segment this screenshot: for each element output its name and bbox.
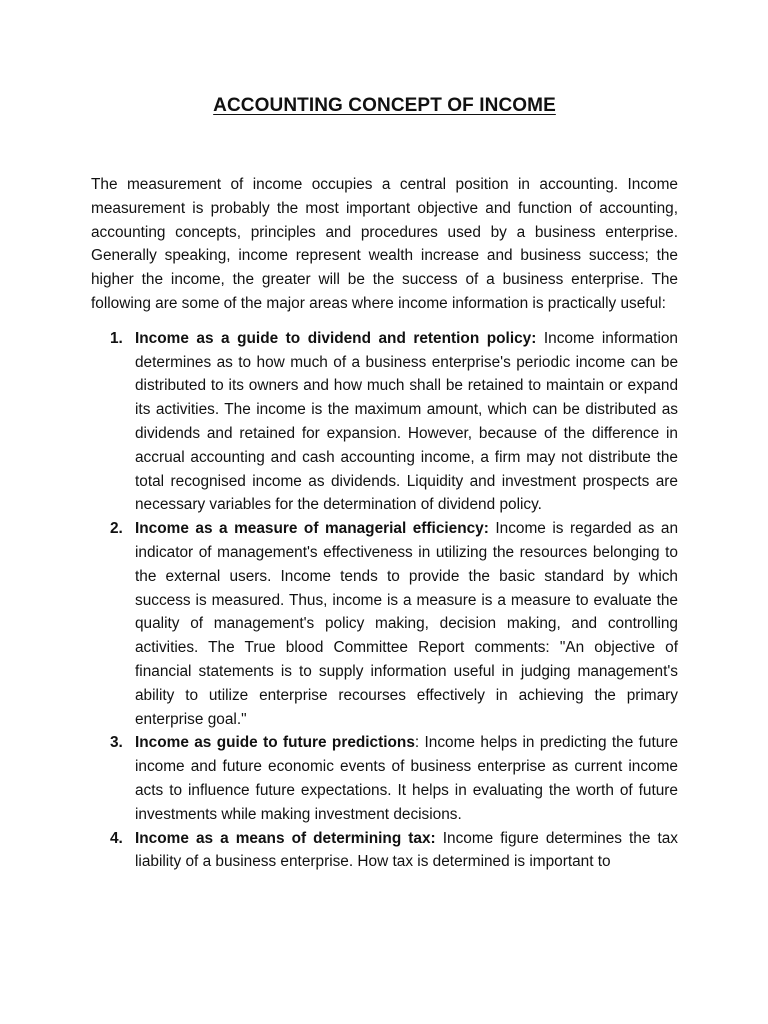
document-page [91, 0, 678, 874]
list-item-body: Income is regarded as an indicator of management's effectiveness in utilizing the resources belonging to the external users. Income tends to provide the basic standard by which success is measured. Thus, income is a measure is a measure to evaluate the quality of management's policy making, decision making, and controlling activities. The True blood Committee Report comments: "An objective of financial statements is to supply information useful in judging management's ability to utilize enterprise recourses effectively in achieving the primary enterprise goal." [135, 520, 679, 728]
list-item-body: : Income helps in predicting the future income and future economic events of business enterprise as current income acts to influence future expectations. It helps in evaluating the worth of future investments while making investment decisions. [135, 734, 679, 823]
income-uses-list [91, 327, 678, 874]
list-item-number: 1. [110, 329, 123, 347]
document-title: ACCOUNTING CONCEPT OF INCOME [213, 95, 556, 116]
list-item-heading: Income as guide to future predictions [135, 734, 415, 752]
list-item-heading: Income as a guide to dividend and retention policy: [135, 329, 537, 347]
list-item-number: 4. [110, 829, 123, 847]
list-item-body: Income information determines as to how much of a business enterprise's periodic income can be distributed to its owners and how much shall be retained to maintain or expand its activities. The income is the maximum amount, which can be distributed as dividends and retained for expansion. However, because of the difference in accrual accounting and cash accounting income, a firm may not distribute the total recognised income as dividends. Liquidity and investment prospects are necessary variables for the determination of dividend policy. [135, 329, 678, 514]
list-item-heading: Income as a measure of managerial efficiency: [135, 520, 489, 538]
list-item [91, 327, 678, 517]
list-item-body: Income figure determines the tax liability of a business enterprise. How tax is determined is important to [135, 829, 679, 871]
list-item-heading: Income as a means of determining tax: [135, 829, 436, 847]
list-item [91, 731, 678, 826]
list-item [91, 827, 678, 875]
intro-paragraph: The measurement of income occupies a central position in accounting. Income measurement is probably the most important objective and function of accounting, accounting concepts, principles and procedures used by a business enterprise. Generally speaking, income represent wealth increase and business success; the higher the income, the greater will be the success of a business enterprise. The following are some of the major areas where income information is practically useful: [91, 176, 678, 312]
list-item-number: 3. [110, 734, 123, 752]
list-item [91, 517, 678, 731]
list-item-number: 2. [110, 520, 123, 538]
